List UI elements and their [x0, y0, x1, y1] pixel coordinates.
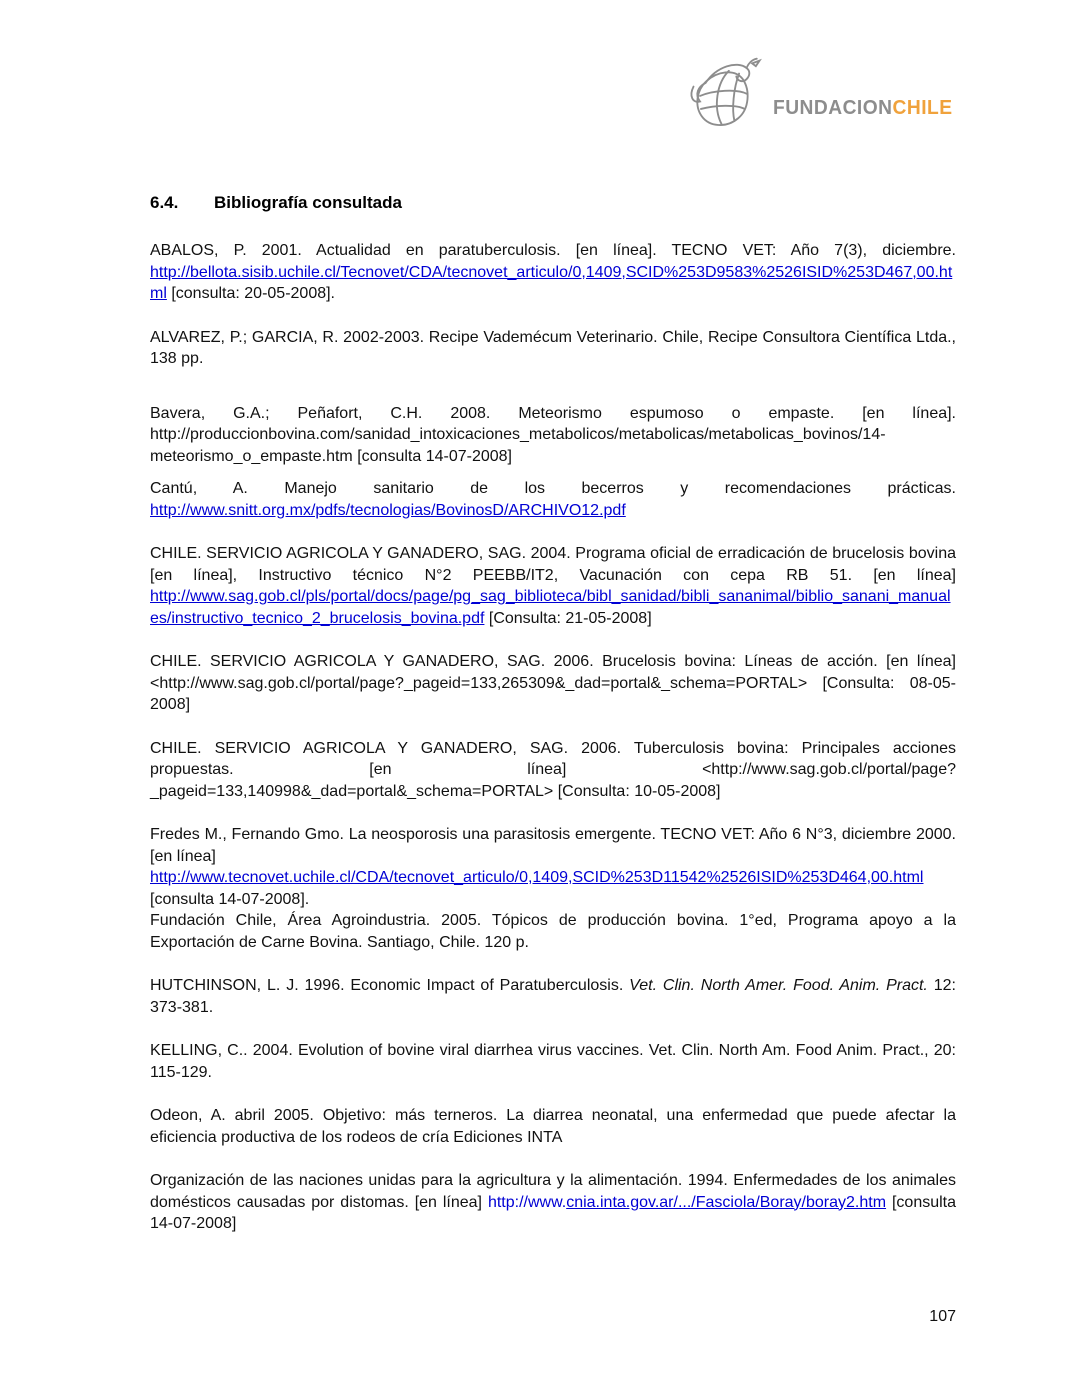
bibliography-list	[150, 240, 956, 1235]
reference-text: CHILE. SERVICIO AGRICOLA Y GANADERO, SAG. 2004. Programa oficial de erradicación de brucelosis bovina [en línea], Instructivo técnico N°2 PEEBB/IT2, Vacunación con cepa RB 51. [en línea]	[150, 545, 956, 584]
reference-bavera	[150, 403, 956, 468]
brand-wordmark	[773, 97, 953, 120]
reference-link[interactable]: cnia.inta.gov.ar/.../Fasciola/Boray/boray2.htm	[566, 1193, 887, 1211]
reference-link[interactable]: http://www.	[487, 1193, 567, 1211]
reference-link[interactable]: http://www.tecnovet.uchile.cl/CDA/tecnovet_articulo/0,1409,SCID%253D11542%2526ISID%253D464,00.html	[150, 869, 924, 886]
reference-sag-2004	[150, 543, 956, 629]
reference-fredes-fundacion	[150, 824, 956, 953]
reference-text: ALVAREZ, P.; GARCIA, R. 2002-2003. Recipe Vademécum Veterinario. Chile, Recipe Consultora Científica Ltda., 138 pp.	[150, 328, 956, 367]
reference-text: CHILE. SERVICIO AGRICOLA Y GANADERO, SAG. 2006. Brucelosis bovina: Líneas de acción. [en línea] <http://www.sag.gob.cl/portal/page?_pageid=133,265309&_dad=portal&_schema=PORTAL> [Consulta: 08-05-2008]	[150, 653, 956, 713]
reference-link[interactable]: http://www.sag.gob.cl/pls/portal/docs/page/pg_sag_biblioteca/bibl_sanidad/bibli_sananimal/biblio_sanani_manuales/instructivo_tecnico_2_brucelosis_bovina.pdf	[150, 588, 951, 627]
section-heading	[150, 193, 956, 213]
reference-hutchinson	[150, 975, 956, 1018]
brand-fundacion: FUNDACION	[773, 96, 893, 119]
reference-alvarez	[150, 327, 956, 370]
reference-text: Vet. Clin. North Amer. Food. Anim. Pract.	[629, 977, 928, 994]
reference-text: [consulta 14-07-2008]	[150, 1193, 957, 1232]
section-number: 6.4.	[150, 193, 179, 212]
document-content	[150, 193, 956, 1257]
fundacion-chile-logo	[685, 55, 960, 135]
reference-text: [Consulta: 21-05-2008]	[484, 609, 652, 627]
reference-sag-brucelosis	[150, 651, 956, 716]
brand-chile: CHILE	[892, 96, 953, 119]
reference-text: HUTCHINSON, L. J. 1996. Economic Impact of Paratuberculosis.	[150, 977, 630, 994]
reference-text: Fredes M., Fernando Gmo. La neosporosis una parasitosis emergente. TECNO VET: Año 6 N°3, diciembre 2000. [en línea]	[150, 826, 956, 865]
reference-cantu	[150, 478, 956, 521]
reference-kelling	[150, 1040, 956, 1083]
reference-text: Organización de las naciones unidas para la agricultura y la alimentación. 1994. Enfermedades de los animales domésticos causadas por distomas. [en línea]	[150, 1172, 956, 1211]
globe-logo-icon	[685, 55, 769, 135]
reference-text: Bavera, G.A.; Peñafort, C.H. 2008. Meteorismo espumoso o empaste. [en línea]. http://produccionbovina.com/sanidad_intoxicaciones_metabolicos/metabolicas/metabolicas_bovinos/14-meteorismo_o_empaste.htm [consulta 14-07-2008]	[150, 404, 956, 465]
reference-abalos	[150, 240, 956, 305]
reference-text: Odeon, A. abril 2005. Objetivo: más terneros. La diarrea neonatal, una enfermedad que puede afectar la eficiencia productiva de los rodeos de cría Ediciones INTA	[150, 1107, 956, 1146]
reference-odeon	[150, 1105, 956, 1148]
reference-sag-tuberculosis	[150, 738, 956, 803]
reference-organizacion	[150, 1170, 956, 1235]
page-number: 107	[929, 1308, 956, 1325]
section-title: Bibliografía consultada	[214, 193, 402, 212]
reference-text: [consulta 14-07-2008].	[150, 890, 310, 908]
reference-link[interactable]: http://www.snitt.org.mx/pdfs/tecnologias/BovinosD/ARCHIVO12.pdf	[150, 501, 626, 519]
reference-text: CHILE. SERVICIO AGRICOLA Y GANADERO, SAG. 2006. Tuberculosis bovina: Principales acciones propuestas. [en línea] <http://www.sag.gob.cl/portal/page?_pageid=133,140998&_dad=portal&_schema=PORTAL> [Consulta: 10-05-2008]	[150, 739, 956, 800]
reference-text: [consulta: 20-05-2008].	[166, 285, 335, 302]
reference-link[interactable]: http://bellota.sisib.uchile.cl/Tecnovet/CDA/tecnovet_articulo/0,1409,SCID%253D9583%2526ISID%253D467,00.html	[150, 263, 953, 302]
reference-text: Fundación Chile, Área Agroindustria. 2005. Tópicos de producción bovina. 1°ed, Programa apoyo a la Exportación de Carne Bovina. Santiago, Chile. 120 p.	[150, 912, 956, 951]
reference-text: Cantú, A. Manejo sanitario de los becerros y recomendaciones prácticas.	[150, 480, 956, 497]
reference-text: KELLING, C.. 2004. Evolution of bovine viral diarrhea virus vaccines. Vet. Clin. North Am. Food Anim. Pract., 20: 115-129.	[150, 1042, 956, 1081]
reference-text: ABALOS, P. 2001. Actualidad en paratuberculosis. [en línea]. TECNO VET: Año 7(3), diciembre.	[150, 242, 956, 259]
reference-text: 12: 373-381.	[150, 977, 957, 1016]
